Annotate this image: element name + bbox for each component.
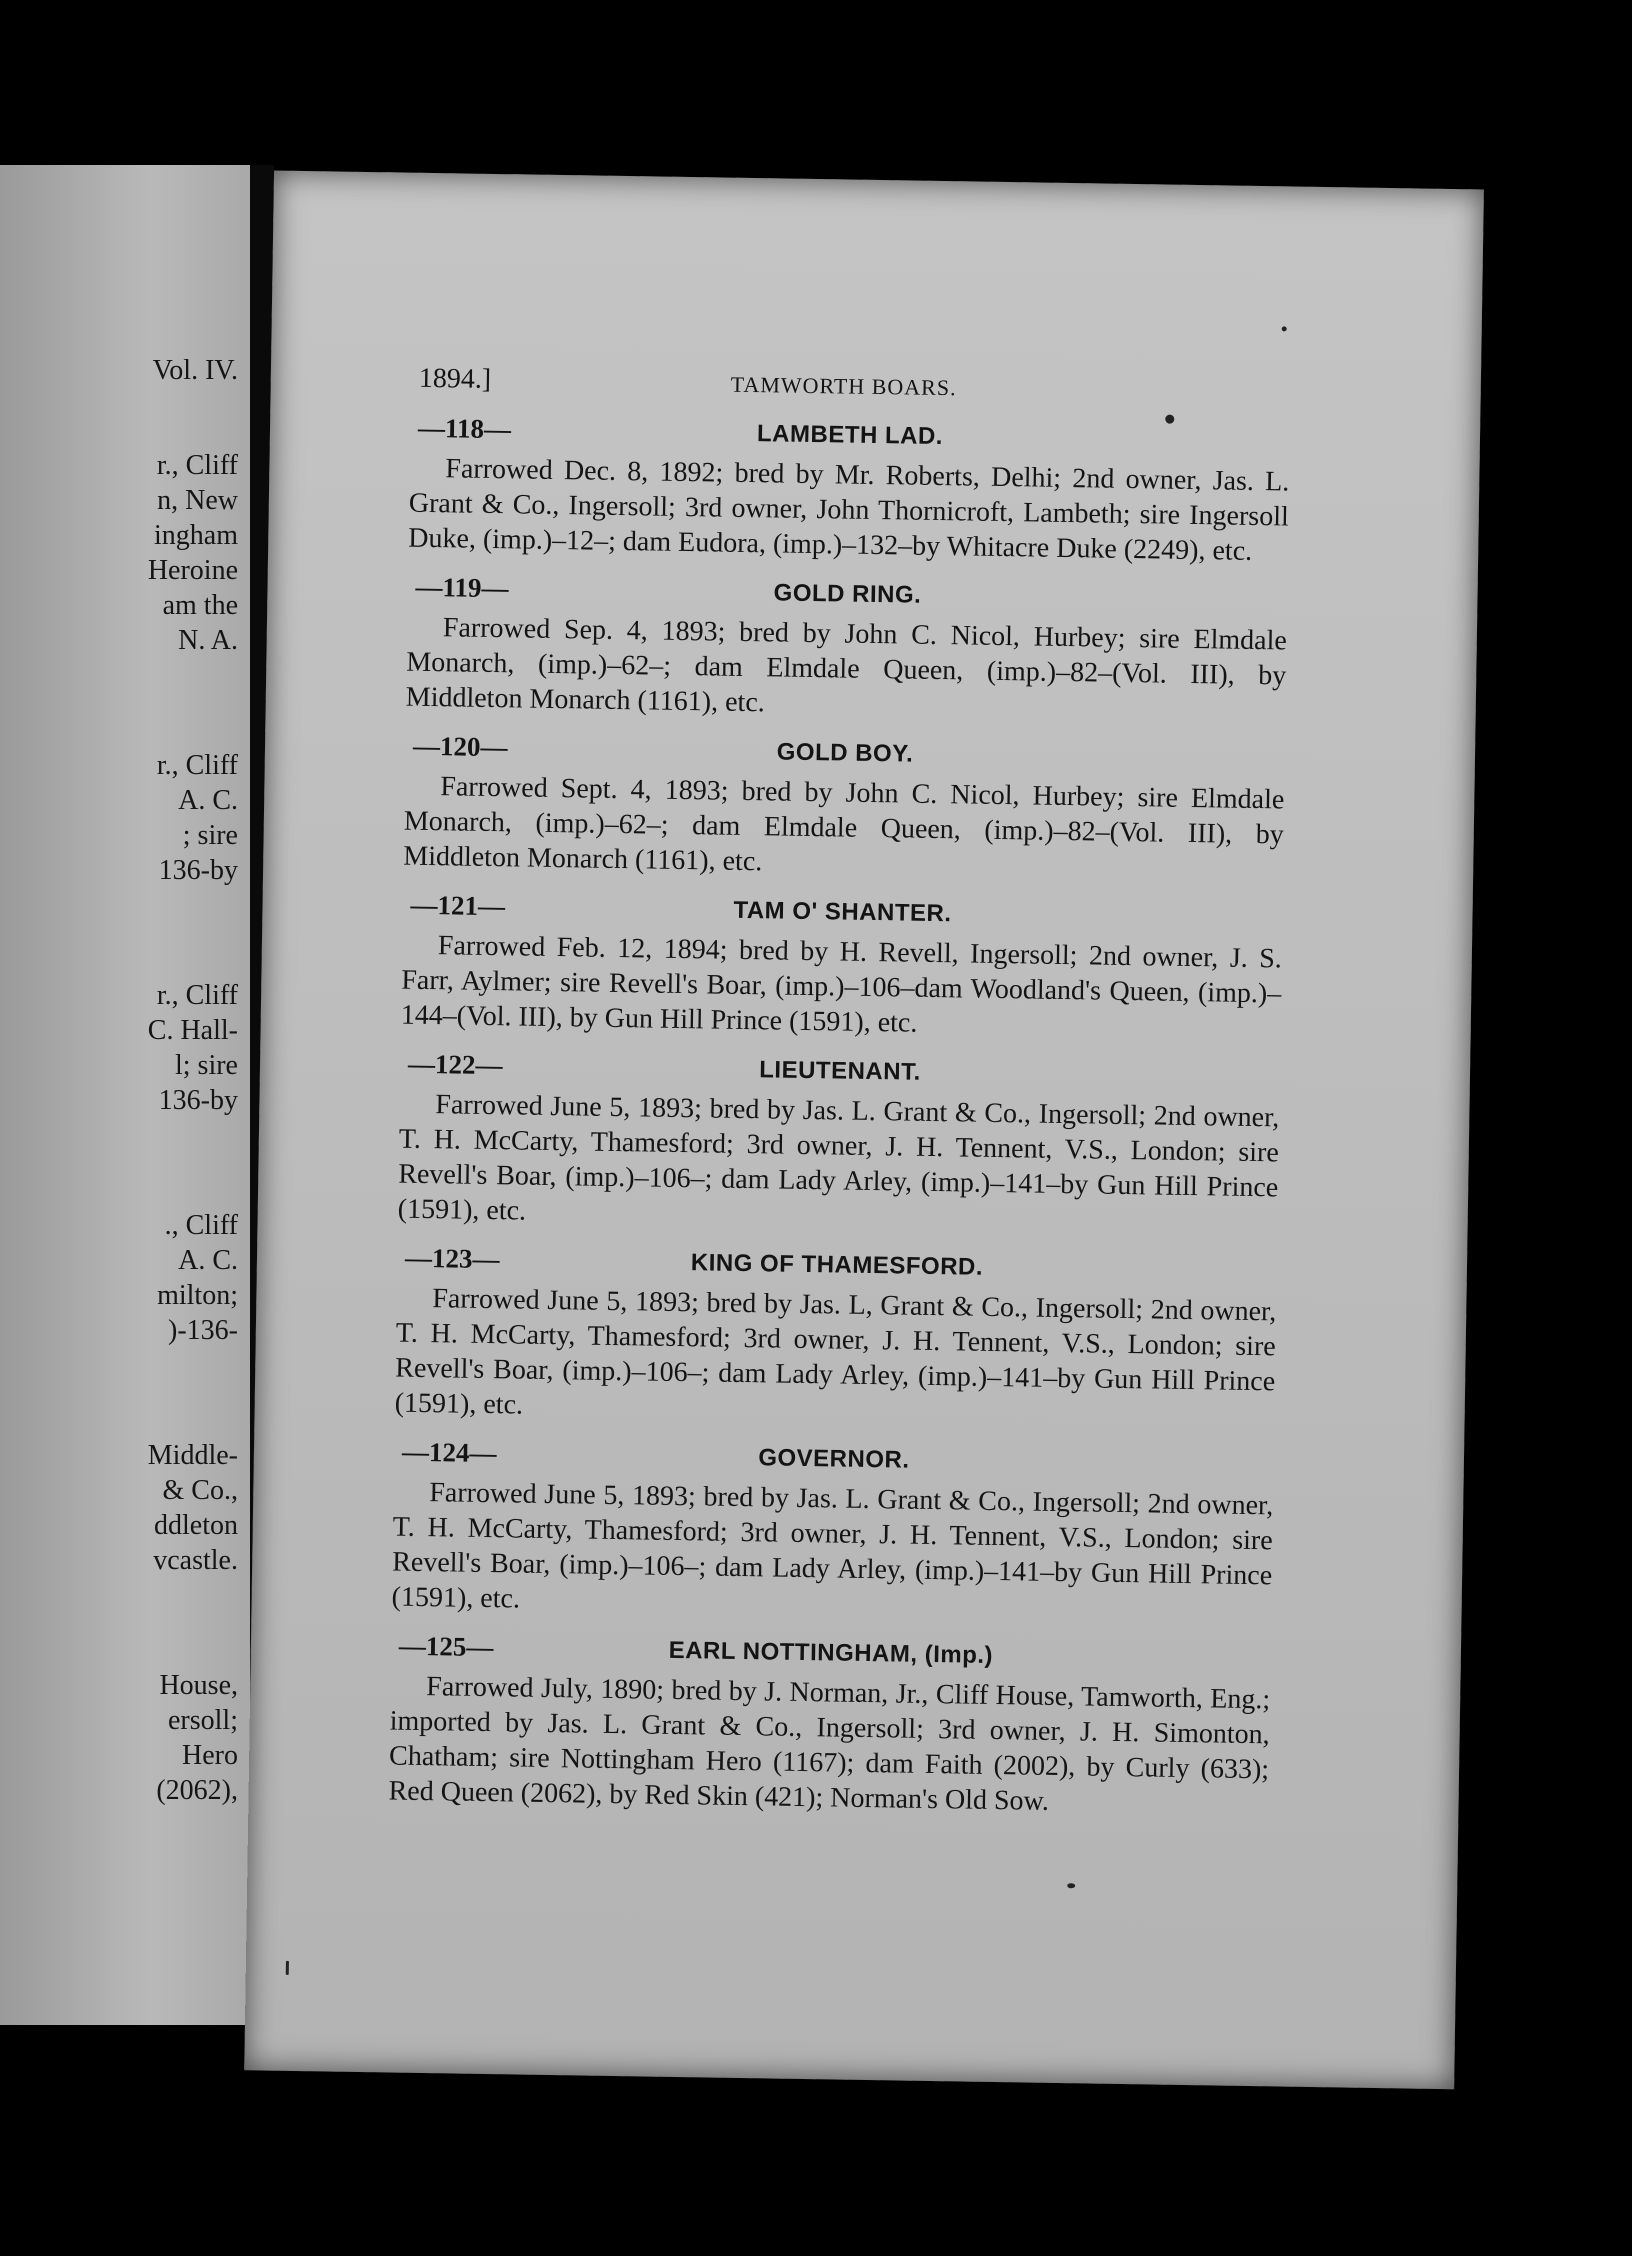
left-page-line: House, <box>159 1670 238 1701</box>
left-page-line: ersoll; <box>168 1705 238 1736</box>
left-page-line: vcastle. <box>153 1545 238 1576</box>
entry-number: —125— <box>398 1630 494 1663</box>
boar-entry <box>398 1047 1281 1241</box>
entry-name: TAM O' SHANTER. <box>733 896 952 928</box>
left-page-line: r., Cliff <box>156 750 238 781</box>
header-title: TAMWORTH BOARS. <box>730 371 957 401</box>
entry-name: EARL NOTTINGHAM, (Imp.) <box>668 1636 994 1669</box>
left-page-volume: Vol. IV. <box>152 355 238 386</box>
left-page-line: n, New <box>157 485 238 516</box>
entry-body: Farrowed July, 1890; bred by J. Norman, Jr., Cliff House, Tamworth, Eng.; imported by Jas. L. Grant & Co., Ingersoll; 3rd owner, J. H. Simonton, Chatham; sire Nottingham Hero (1167); dam Faith (2002), by Curly (633); Red Queen (2062), by Red Skin (421); Norman's Old Sow. <box>388 1671 1271 1817</box>
left-page-line: Middle- <box>147 1440 238 1471</box>
left-page-line: r., Cliff <box>156 980 238 1011</box>
entry-body: Farrowed Dec. 8, 1892; bred by Mr. Roberts, Delhi; 2nd owner, Jas. L. Grant & Co., Ingersoll; 3rd owner, John Thornicroft, Lambeth; sire Ingersoll Duke, (imp.)–12–; dam Eudora, (imp.)–132–by Whitacre Duke (2249), etc. <box>408 453 1290 567</box>
left-page-line: A. C. <box>178 785 238 816</box>
boar-entry <box>394 1241 1277 1435</box>
left-page-line: ., Cliff <box>164 1210 238 1241</box>
entry-body: Farrowed June 5, 1893; bred by Jas. L. Grant & Co., Ingersoll; 2nd owner, T. H. McCarty, Thamesford; 3rd owner, J. H. Tennent, V.S., London; sire Revell's Boar, (imp.)–106–; dam Lady Arley, (imp.)–141–by Gun Hill Prince (1591), etc. <box>391 1477 1274 1615</box>
left-page-line: )-136- <box>168 1315 238 1346</box>
entry-name: KING OF THAMESFORD. <box>690 1249 984 1281</box>
boar-entry <box>391 1435 1274 1629</box>
left-page-fragment <box>0 165 250 2025</box>
entry-number: —119— <box>415 571 509 604</box>
entry-name: GOVERNOR. <box>758 1444 910 1474</box>
boar-entry <box>406 570 1288 729</box>
left-page-line: Heroine <box>147 555 238 586</box>
entry-body: Farrowed Sept. 4, 1893; bred by John C. Nicol, Hurbey; sire Elmdale Monarch, (imp.)–62–; dam Elmdale Queen, (imp.)–82–(Vol. III), by Middleton Monarch (1161), etc. <box>403 771 1285 878</box>
entry-number: —122— <box>407 1048 503 1081</box>
boar-entry <box>403 729 1285 888</box>
left-page-line: ddleton <box>154 1510 238 1541</box>
left-page-line: 136-by <box>158 855 238 886</box>
left-page-line: & Co., <box>162 1475 238 1506</box>
boar-entry <box>388 1629 1271 1823</box>
boar-entry <box>401 888 1283 1047</box>
left-page-line: Hero <box>182 1740 238 1771</box>
left-page-line: N. A. <box>178 625 238 656</box>
left-page-line: r., Cliff <box>156 450 238 481</box>
left-page-line: milton; <box>157 1280 238 1311</box>
left-page-line: am the <box>162 590 238 621</box>
left-page-line: (2062), <box>156 1775 238 1806</box>
left-page-line: 136-by <box>158 1085 238 1116</box>
ink-speck <box>1067 1883 1075 1888</box>
left-page-line: ; sire <box>182 820 238 851</box>
entry-body: Farrowed June 5, 1893; bred by Jas. L. Grant & Co., Ingersoll; 2nd owner, T. H. McCarty, Thamesford; 3rd owner, J. H. Tennent, V.S., London; sire Revell's Boar, (imp.)–106–; dam Lady Arley, (imp.)–141–by Gun Hill Prince (1591), etc. <box>397 1089 1280 1227</box>
left-page-line: ingham <box>154 520 238 551</box>
left-page-line: C. Hall- <box>147 1015 238 1046</box>
entry-number: —121— <box>410 889 506 922</box>
entry-body: Farrowed Sep. 4, 1893; bred by John C. Nicol, Hurbey; sire Elmdale Monarch, (imp.)–62–; dam Elmdale Queen, (imp.)–82–(Vol. III), by Middleton Monarch (1161), etc. <box>405 612 1288 719</box>
entry-number: —118— <box>417 412 512 445</box>
entry-name: GOLD RING. <box>773 579 922 609</box>
ink-speck <box>1282 326 1287 331</box>
entry-number: —120— <box>412 730 508 763</box>
left-page-line: A. C. <box>178 1245 238 1276</box>
entry-number: —123— <box>404 1242 500 1275</box>
right-page <box>244 170 1484 2089</box>
left-page-line: l; sire <box>175 1050 238 1081</box>
ink-speck <box>286 1961 289 1975</box>
entry-number: —124— <box>401 1436 497 1469</box>
entry-name: LIEUTENANT. <box>759 1056 921 1086</box>
page-content <box>388 363 1291 1837</box>
boar-entry <box>408 411 1290 570</box>
entry-body: Farrowed June 5, 1893; bred by Jas. L, Grant & Co., Ingersoll; 2nd owner, T. H. McCarty, Thamesford; 3rd owner, J. H. Tennent, V.S., London; sire Revell's Boar, (imp.)–106–; dam Lady Arley, (imp.)–141–by Gun Hill Prince (1591), etc. <box>394 1283 1277 1421</box>
entry-body: Farrowed Feb. 12, 1894; bred by H. Revell, Ingersoll; 2nd owner, J. S. Farr, Aylmer; sire Revell's Boar, (imp.)–106–dam Woodland's Queen, (imp.)–144–(Vol. III), by Gun Hill Prince (1591), etc. <box>400 930 1283 1039</box>
entry-name: LAMBETH LAD. <box>756 420 944 451</box>
entry-name: GOLD BOY. <box>776 738 914 768</box>
header-year: 1894.] <box>418 362 492 395</box>
